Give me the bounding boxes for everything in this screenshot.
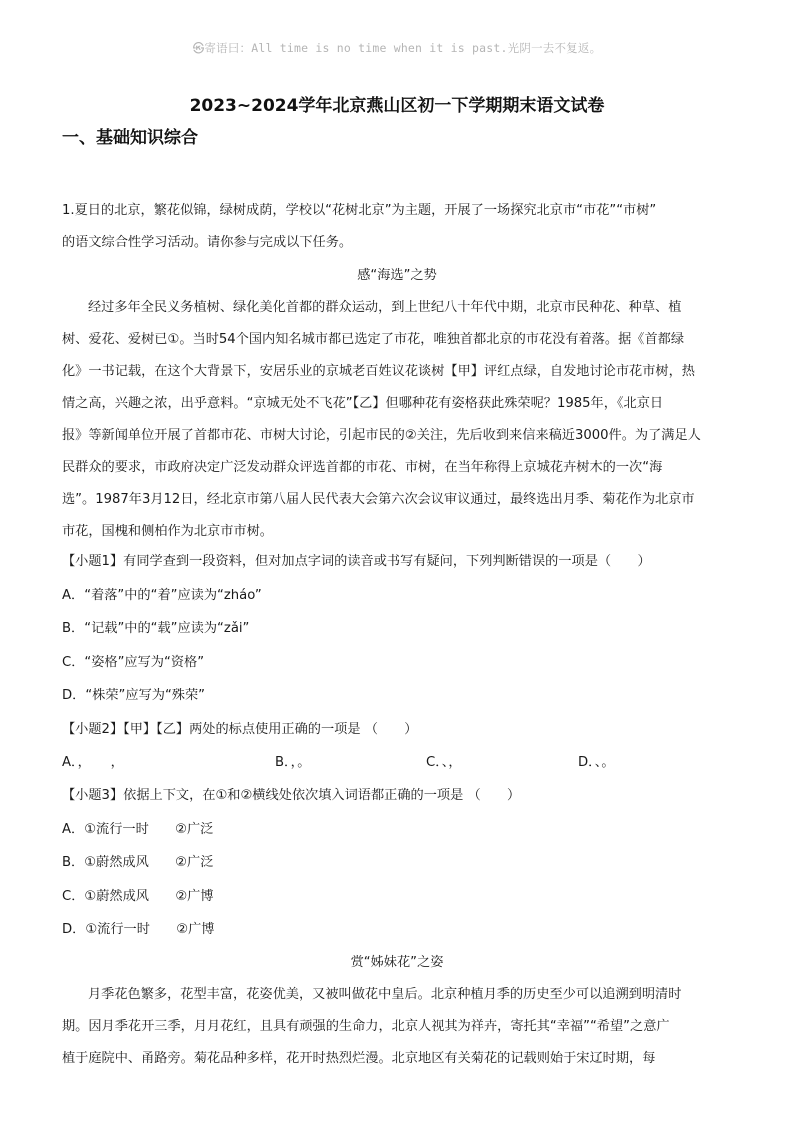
- subquestion-3-stem: 【小题3】依据上下文，在①和②横线处依次填入词语都正确的一项是 （ ）: [62, 788, 521, 803]
- subquestion-1-option-a[interactable]: A．“着落”中的“着”应读为“zháo”: [62, 588, 262, 603]
- passage-line: 树、爱花、爱树已①。当时54个国内知名城市都已选定了市花，唯独首都北京的市花没有着落。据《首都绿: [62, 332, 685, 347]
- question-intro-line-1: 1.夏日的北京，繁花似锦，绿树成荫，学校以“花树北京”为主题，开展了一场探究北京市“市花”“市树”: [62, 203, 657, 218]
- passage-line: 情之高，兴趣之浓，出乎意料。“京城无处不飞花”【乙】但哪种花有姿格获此殊荣呢？1985年，《北京日: [62, 396, 664, 411]
- page-title: 2023~2024学年北京燕山区初一下学期期末语文试卷: [189, 96, 605, 116]
- subquestion-3-option-a[interactable]: A．①流行一时 ②广泛: [62, 822, 214, 837]
- watermark: ㉿寄语曰：All time is no time when it is past.光阴一去不复返。: [192, 41, 602, 55]
- subquestion-1-option-b[interactable]: B．“记载”中的“载”应读为“zǎi”: [62, 621, 250, 636]
- passage-line: 月季花色繁多，花型丰富，花姿优美，又被叫做花中皇后。北京种植月季的历史至少可以追溯到明清时: [88, 987, 682, 1002]
- passage-line: 选”。1987年3月12日，经北京市第八届人民代表大会第六次会议审议通过，最终选出月季、菊花作为北京市: [62, 492, 695, 507]
- subquestion-1-option-c[interactable]: C．“姿格”应写为“资格”: [62, 655, 205, 670]
- part-title-sisters-flowers: 赏“姊妹花”之姿: [350, 955, 444, 970]
- question-intro-line-2: 的语文综合性学习活动。请你参与完成以下任务。: [62, 235, 353, 250]
- passage-line: 经过多年全民义务植树、绿化美化首都的群众运动，到上世纪八十年代中期，北京市民种花、种草、植: [88, 300, 682, 315]
- subquestion-2-option-d[interactable]: D．、。: [578, 755, 615, 770]
- subquestion-3-option-d[interactable]: D．①流行一时 ②广博: [62, 922, 215, 937]
- passage-line: 报》等新闻单位开展了首都市花、市树大讨论，引起市民的②关注，先后收到来信来稿近3000件。为了满足人: [62, 428, 701, 443]
- passage-line: 植于庭院中、甬路旁。菊花品种多样，花开时热烈烂漫。北京地区有关菊花的记载则始于宋辽时期，每: [62, 1051, 656, 1066]
- section-heading: 一、基础知识综合: [62, 128, 198, 148]
- passage-line: 期。因月季花开三季，月月花红，且具有顽强的生命力，北京人视其为祥卉，寄托其“幸福”“希望”之意广: [62, 1019, 670, 1034]
- passage-line: 市花，国槐和侧柏作为北京市市树。: [62, 524, 273, 539]
- passage-line: 民群众的要求，市政府决定广泛发动群众评选首都的市花、市树，在当年称得上京城花卉树木的一次“海: [62, 460, 663, 475]
- subquestion-1-option-d[interactable]: D．“株荣”应写为“殊荣”: [62, 688, 205, 703]
- subquestion-1-stem: 【小题1】有同学查到一段资料，但对加点字词的读音或书写有疑问，下列判断错误的一项是（ ）: [62, 554, 651, 569]
- subquestion-2-option-a[interactable]: A．， ，: [62, 755, 124, 770]
- passage-line: 化》一书记载，在这个大背景下，安居乐业的京城老百姓议花谈树【甲】评红点绿，自发地讨论市花市树，热: [62, 364, 695, 379]
- subquestion-3-option-c[interactable]: C．①蔚然成风 ②广博: [62, 889, 214, 904]
- part-title-haixuan: 感“海选”之势: [357, 268, 437, 283]
- subquestion-2-option-c[interactable]: C．、，: [426, 755, 462, 770]
- subquestion-2-stem: 【小题2】【甲】【乙】两处的标点使用正确的一项是 （ ）: [62, 722, 418, 737]
- subquestion-2-option-b[interactable]: B．，。: [275, 755, 311, 770]
- subquestion-3-option-b[interactable]: B．①蔚然成风 ②广泛: [62, 855, 214, 870]
